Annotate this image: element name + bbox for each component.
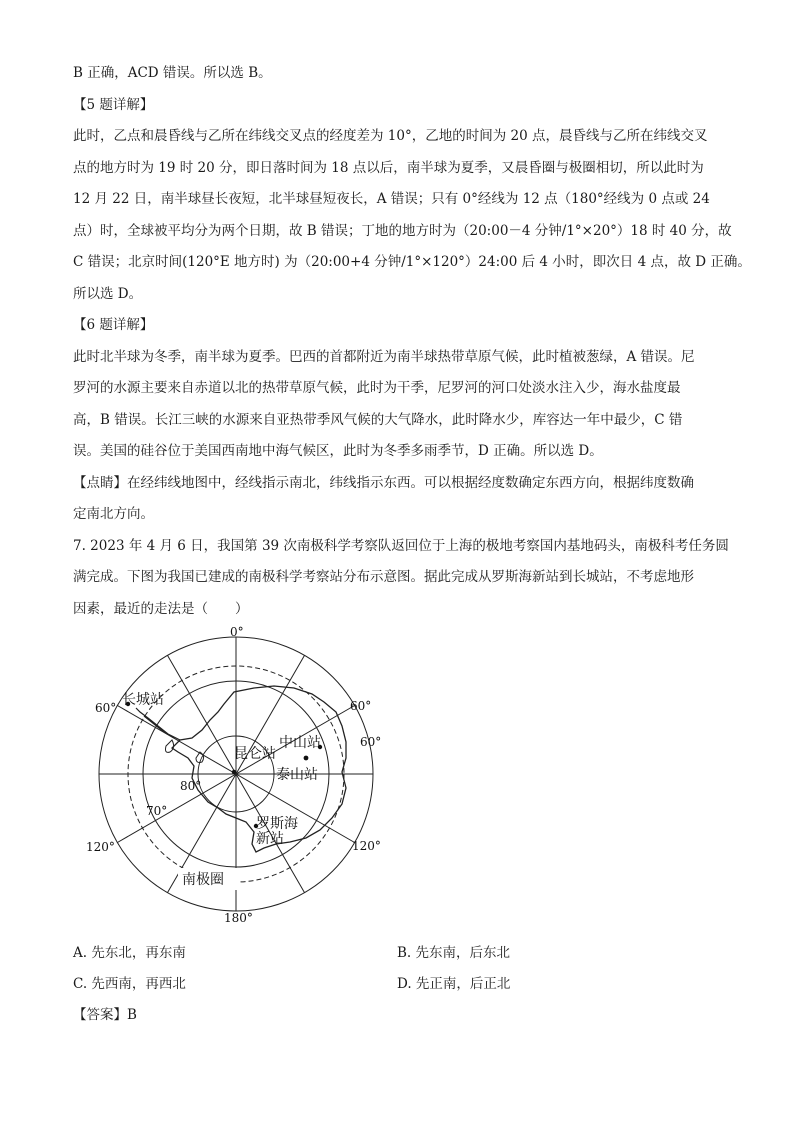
- text-line: 点）时，全球被平均分为两个日期，故 B 错误；丁地的地方时为（20:00－4 分钟/1°×20°）18 时 40 分，故: [73, 222, 732, 239]
- label-ross-sea: 罗斯海: [256, 816, 298, 832]
- tip-line: 【点睛】在经纬线地图中，经线指示南北，纬线指示东西。可以根据经度数确定东西方向，根据纬度数确: [73, 474, 694, 491]
- label-0deg: 0°: [230, 625, 244, 639]
- question-7-line: 7. 2023 年 4 月 6 日，我国第 39 次南极科学考察队返回位于上海的极地考察国内基地码头，南极科考任务圆: [73, 537, 729, 554]
- option-c: C. 先西南，再西北: [73, 976, 186, 992]
- label-zhongshan-station: 中山站: [279, 735, 321, 751]
- label-120e: 120°: [352, 839, 381, 853]
- label-180deg: 180°: [224, 911, 253, 925]
- text-line: 高，B 错误。长江三峡的水源来自亚热带季风气候的大气降水，此时降水少，库容达一年中最少，C 错: [73, 411, 683, 428]
- label-taishan-station: 泰山站: [276, 767, 318, 783]
- option-a: A. 先东北，再东南: [73, 945, 186, 961]
- answer-line: [73, 1003, 137, 1023]
- label-changcheng-station: 长城站: [122, 692, 164, 708]
- text-line: 误。美国的硅谷位于美国西南地中海气候区，此时为冬季多雨季节，D 正确。所以选 D。: [73, 443, 603, 459]
- answer-value: B: [127, 1007, 137, 1023]
- label-120w: 120°: [86, 840, 115, 854]
- label-60e-b: 60°: [360, 735, 382, 749]
- label-60e-a: 60°: [350, 699, 372, 713]
- text-line: 此时，乙点和晨昏线与乙所在纬线交叉点的经度差为 10°，乙地的时间为 20 点，晨昏线与乙所在纬线交叉: [73, 128, 708, 144]
- label-60w: 60°: [95, 701, 117, 715]
- section-heading-q5: 【5 题详解】: [73, 96, 154, 113]
- kunlun-station-dot: [232, 770, 236, 774]
- text-line: 罗河的水源主要来自赤道以北的热带草原气候，此时为干季，尼罗河的河口处淡水注入少，海水盐度最: [73, 380, 681, 396]
- text-line: 所以选 D。: [73, 285, 143, 302]
- text-line: 定南北方向。: [73, 506, 154, 522]
- label-ross-sea-station: 新站: [256, 831, 284, 847]
- question-7-line: 满完成。下图为我国已建成的南极科学考察站分布示意图。据此完成从罗斯海新站到长城站，不考虑地形: [73, 569, 694, 585]
- label-kunlun-station: 昆仑站: [234, 746, 276, 762]
- document-body: [73, 58, 751, 625]
- option-b: B. 先东南，后东北: [397, 945, 511, 961]
- text-line: 12 月 22 日，南半球昼长夜短，北半球昼短夜长，A 错误；只有 0°经线为 12 点（180°经线为 0 点或 24: [73, 191, 710, 207]
- taishan-station-dot: [304, 756, 309, 761]
- text-line: B 正确，ACD 错误。所以选 B。: [73, 65, 272, 81]
- antarctic-station-map: [84, 622, 404, 927]
- option-d: D. 先正南，后正北: [397, 976, 511, 992]
- question-7-line: 因素，最近的走法是（ ）: [73, 600, 249, 617]
- label-lat70: 70°: [146, 804, 168, 818]
- text-line: C 错误；北京时间(120°E 地方时) 为（20:00+4 分钟/1°×120°）24:00 后 4 小时，即次日 4 点，故 D 正确。: [73, 254, 751, 270]
- island-shape: [166, 740, 174, 752]
- text-line: 此时北半球为冬季，南半球为夏季。巴西的首都附近为南半球热带草原气候，此时植被葱绿，A 错误。尼: [73, 348, 695, 365]
- answer-label: 【答案】: [73, 1007, 127, 1023]
- section-heading-q6: 【6 题详解】: [73, 317, 154, 333]
- label-antarctic-circle: 南极圈: [182, 872, 224, 888]
- text-line: 点的地方时为 19 时 20 分，即日落时间为 18 点以后，南半球为夏季，又晨昏圈与极圈相切，所以此时为: [73, 159, 704, 176]
- label-lat80: 80°: [180, 779, 202, 793]
